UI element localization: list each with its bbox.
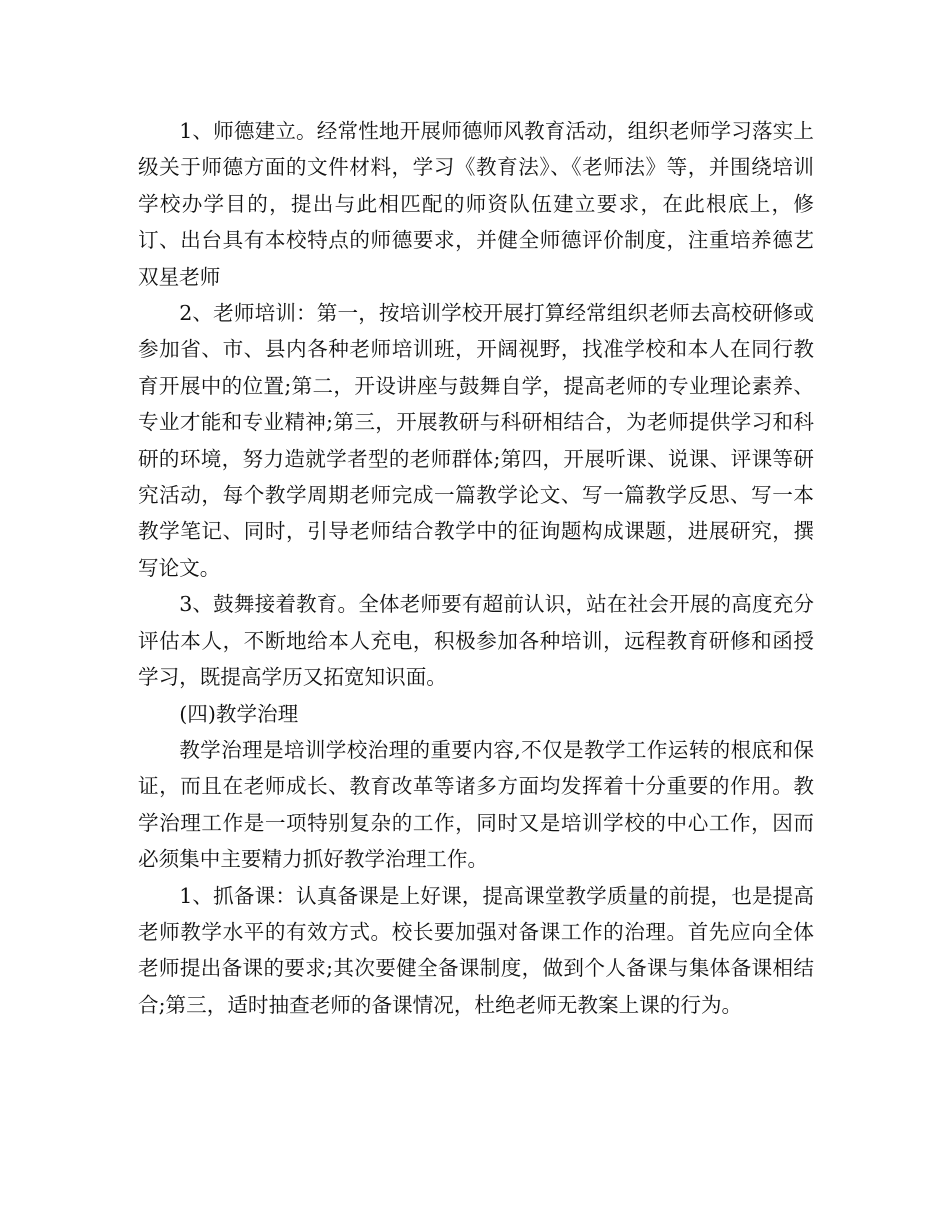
paragraph-teaching-management-intro: 教学治理是培训学校治理的重要内容,不仅是教学工作运转的根底和保证，而且在老师成长、教育改革等诸多方面均发挥着十分重要的作用。教学治理工作是一项特别复杂的工作，同时又是培训学校的中心工作，因而必须集中主要精力抓好教学治理工作。 xyxy=(138,737,814,872)
paragraph-teacher-training: 2、老师培训：第一，按培训学校开展打算经常组织老师去高校研修或参加省、市、县内各种老师培训班，开阔视野，找准学校和本人在同行教育开展中的位置;第二，开设讲座与鼓舞自学，提高老师的专业理论素养、专业才能和专业精神;第三，开展教研与科研相结合，为老师提供学习和科研的环境，努力造就学者型的老师群体;第四，开展听课、说课、评课等研究活动，每个教学周期老师完成一篇教学论文、写一篇教学反思、写一本教学笔记、同时，引导老师结合教学中的征询题构成课题，进展研究，撰写论文。 xyxy=(138,301,814,580)
section-heading-teaching-management: (四)教学治理 xyxy=(179,701,299,726)
paragraph-teacher-ethics: 1、师德建立。经常性地开展师德师风教育活动，组织老师学习落实上级关于师德方面的文件材料，学习《教育法》、《老师法》等，并围绕培训学校办学目的，提出与此相匹配的师资队伍建立要求，在此根底上，修订、出台具有本校特点的师德要求，并健全师德评价制度，注重培养德艺双星老师 xyxy=(138,119,814,289)
document-body xyxy=(138,113,814,1023)
paragraph-continuing-education: 3、鼓舞接着教育。全体老师要有超前认识，站在社会开展的高度充分评估本人，不断地给本人充电，积极参加各种培训，远程教育研修和函授学习，既提高学历又拓宽知识面。 xyxy=(138,592,814,690)
paragraph-lesson-preparation: 1、抓备课：认真备课是上好课，提高课堂教学质量的前提，也是提高老师教学水平的有效方式。校长要加强对备课工作的治理。首先应向全体老师提出备课的要求;其次要健全备课制度，做到个人备课与集体备课相结合;第三，适时抽查老师的备课情况，杜绝老师无教案上课的行为。 xyxy=(138,883,814,1017)
